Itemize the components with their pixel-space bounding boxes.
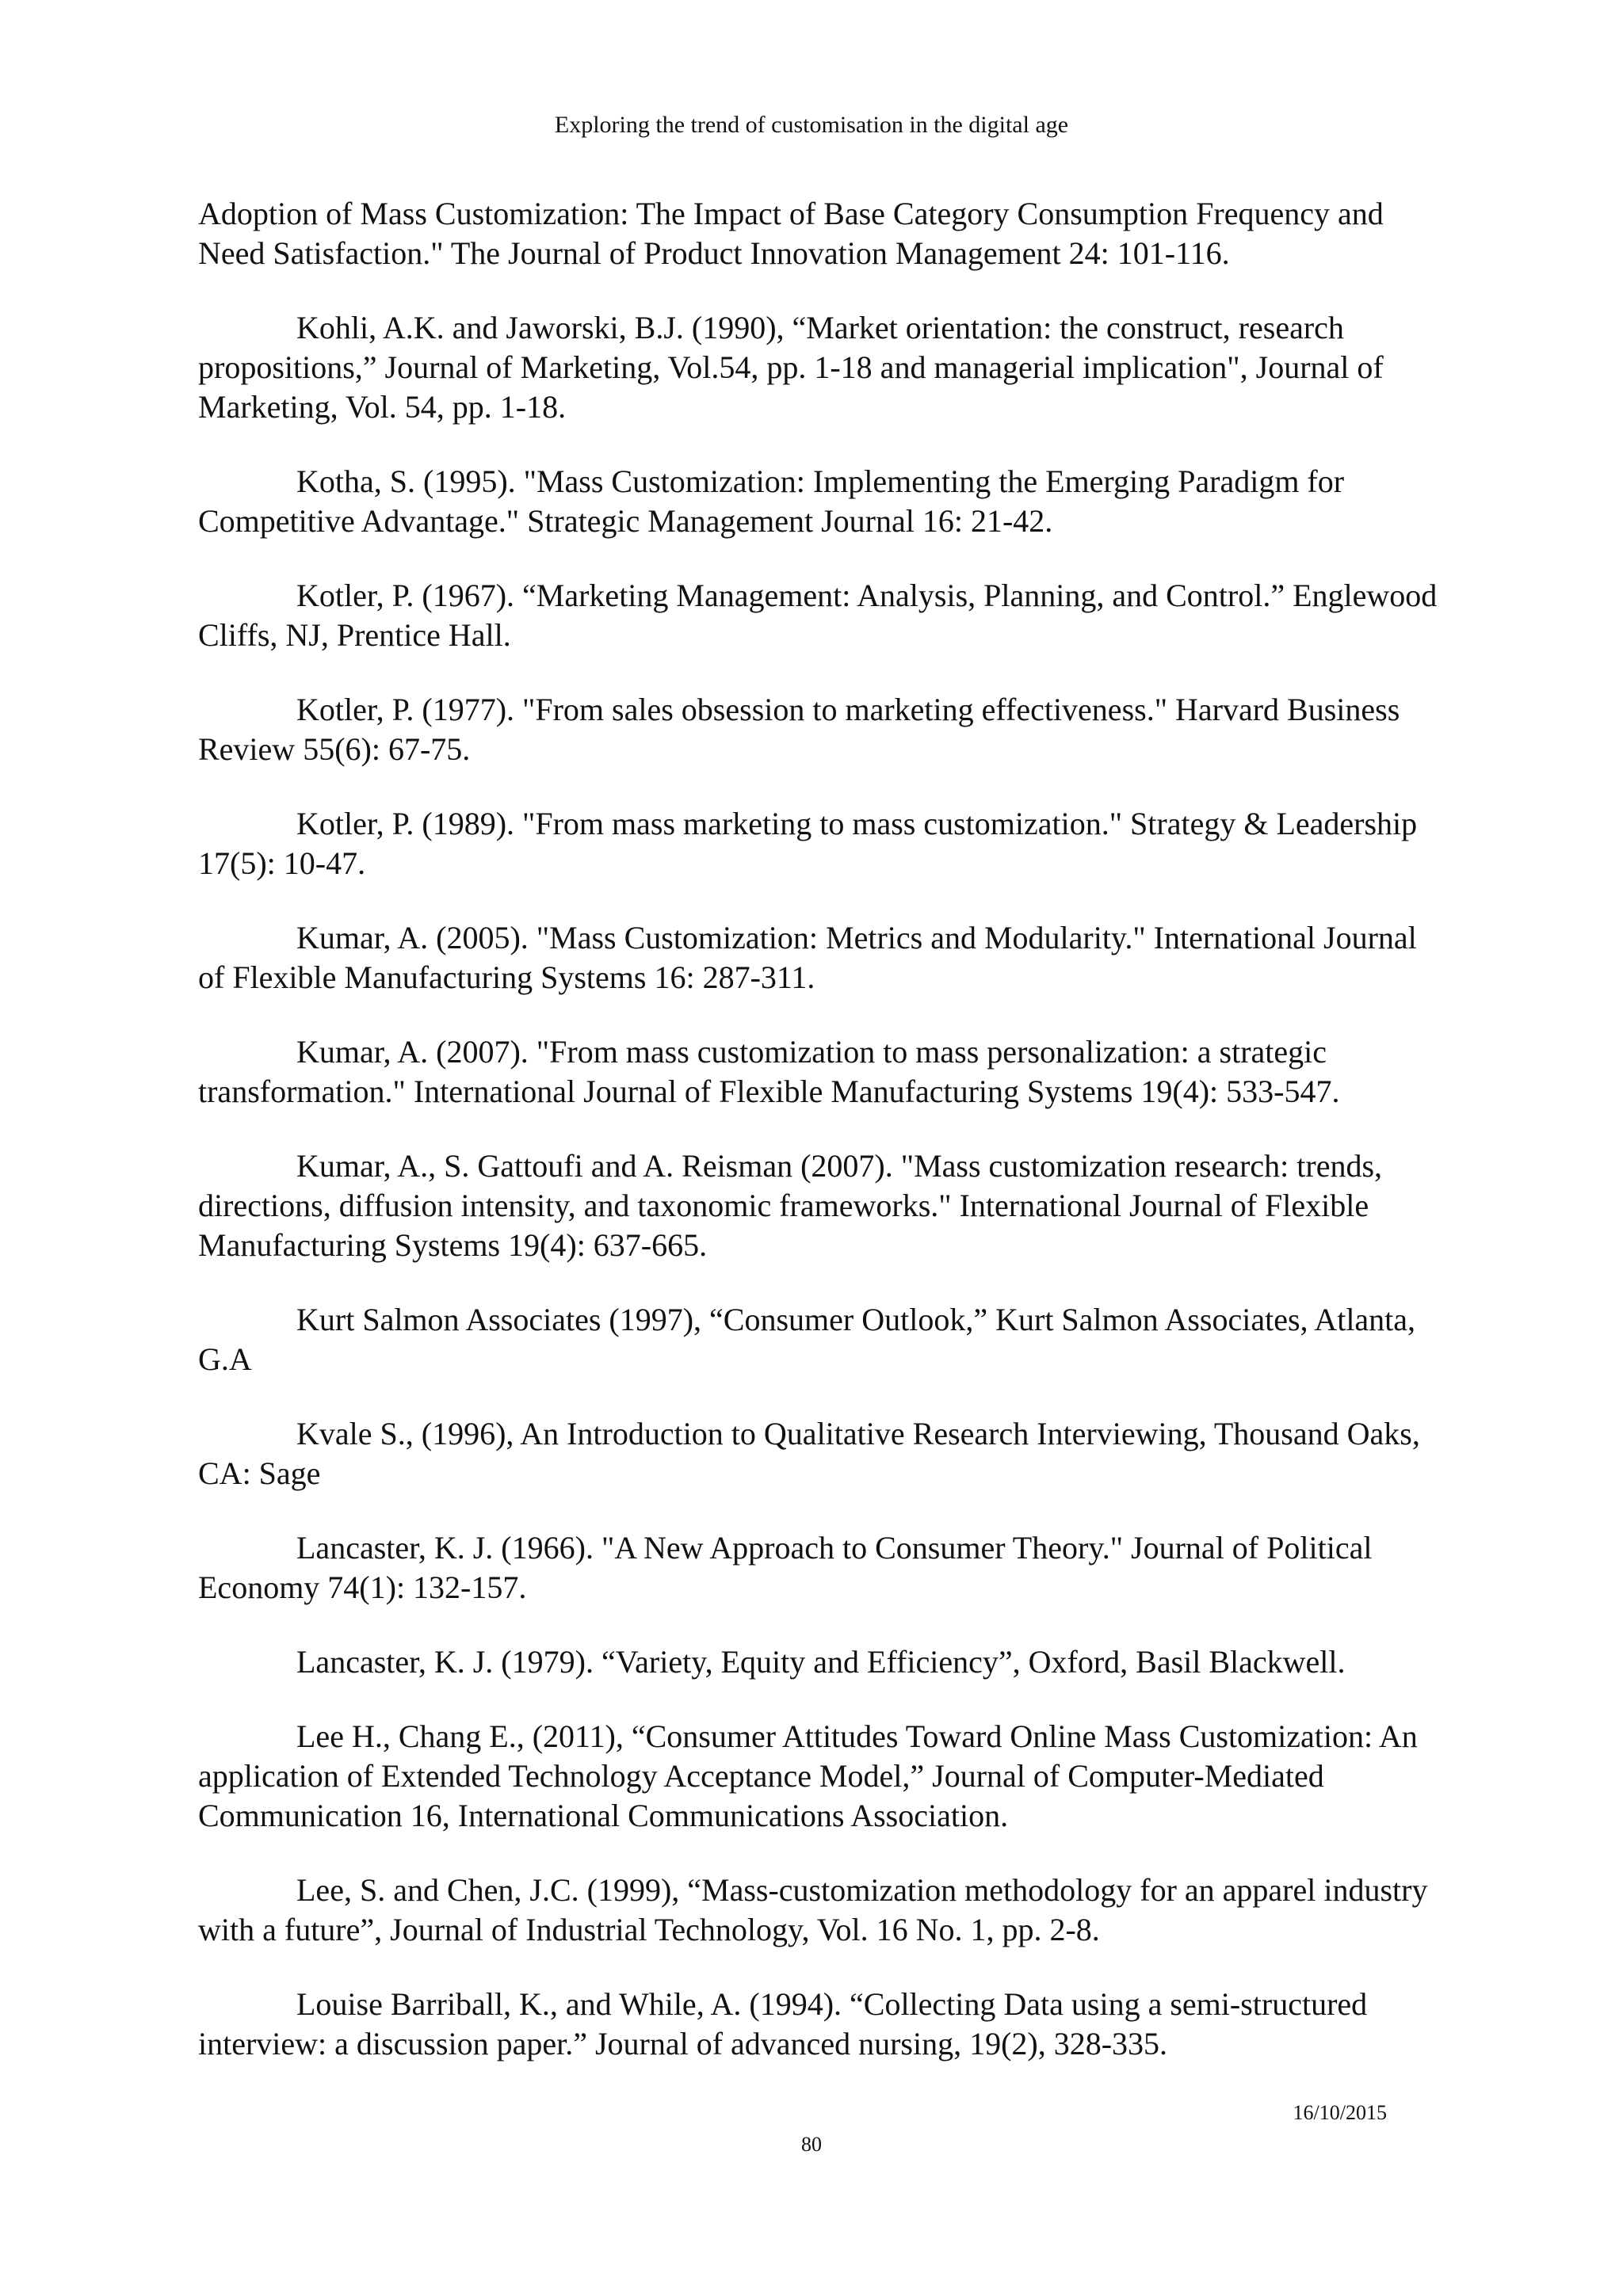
reference-list [198,194,1450,2099]
reference-entry: Lancaster, K. J. (1966). "A New Approach to Consumer Theory." Journal of Political Economy 74(1): 132-157. [198,1530,1373,1605]
reference-entry: Kotler, P. (1977). "From sales obsession to marketing effectiveness." Harvard Business Review 55(6): 67-75. [198,692,1400,767]
reference-entry: Kotler, P. (1967). “Marketing Management: Analysis, Planning, and Control.” Englewood Cliffs, NJ, Prentice Hall. [198,578,1438,653]
page-number: 80 [801,2133,822,2156]
footer-date: 16/10/2015 [1293,2101,1387,2124]
reference-entry: Lee, S. and Chen, J.C. (1999), “Mass-customization methodology for an apparel industry with a future”, Journal of Industrial Technology, Vol. 16 No. 1, pp. 2-8. [198,1872,1428,1947]
reference-entry: Lancaster, K. J. (1979). “Variety, Equity and Efficiency”, Oxford, Basil Blackwell. [296,1644,1346,1680]
reference-entry: Kohli, A.K. and Jaworski, B.J. (1990), “Market orientation: the construct, research propositions,” Journal of Marketing, Vol.54, pp. 1-18 and managerial implication", Journal of Marketing, Vol. 54, pp. 1-18. [198,310,1384,425]
reference-entry: Lee H., Chang E., (2011), “Consumer Attitudes Toward Online Mass Customization: An application of Extended Technology Acceptance Model,” Journal of Computer-Mediated Communication 16, International Communications Association. [198,1718,1418,1833]
running-header: Exploring the trend of customisation in the digital age [554,112,1069,138]
reference-entry: Louise Barriball, K., and While, A. (1994). “Collecting Data using a semi-structured interview: a discussion paper.” Journal of advanced nursing, 19(2), 328-335. [198,1986,1368,2061]
reference-entry: Kurt Salmon Associates (1997), “Consumer Outlook,” Kurt Salmon Associates, Atlanta, G.A [198,1302,1416,1377]
reference-entry: Kotha, S. (1995). "Mass Customization: Implementing the Emerging Paradigm for Competitive Advantage." Strategic Management Journal 16: 21-42. [198,463,1345,539]
reference-entry: Kumar, A., S. Gattoufi and A. Reisman (2007). "Mass customization research: trends, directions, diffusion intensity, and taxonomic frameworks." International Journal of Flexible Manufacturing Systems 19(4): 637-665. [198,1148,1383,1263]
reference-entry: Kumar, A. (2005). "Mass Customization: Metrics and Modularity." International Journal of Flexible Manufacturing Systems 16: 287-311. [198,920,1417,995]
reference-entry: Kotler, P. (1989). "From mass marketing to mass customization." Strategy & Leadership 17(5): 10-47. [198,806,1418,881]
reference-entry: Adoption of Mass Customization: The Impact of Base Category Consumption Frequency and Need Satisfaction." The Journal of Product Innovation Management 24: 101-116. [198,196,1384,271]
reference-entry: Kumar, A. (2007). "From mass customization to mass personalization: a strategic transformation." International Journal of Flexible Manufacturing Systems 19(4): 533-547. [198,1034,1340,1109]
reference-entry: Kvale S., (1996), An Introduction to Qualitative Research Interviewing, Thousand Oaks, CA: Sage [198,1416,1420,1491]
